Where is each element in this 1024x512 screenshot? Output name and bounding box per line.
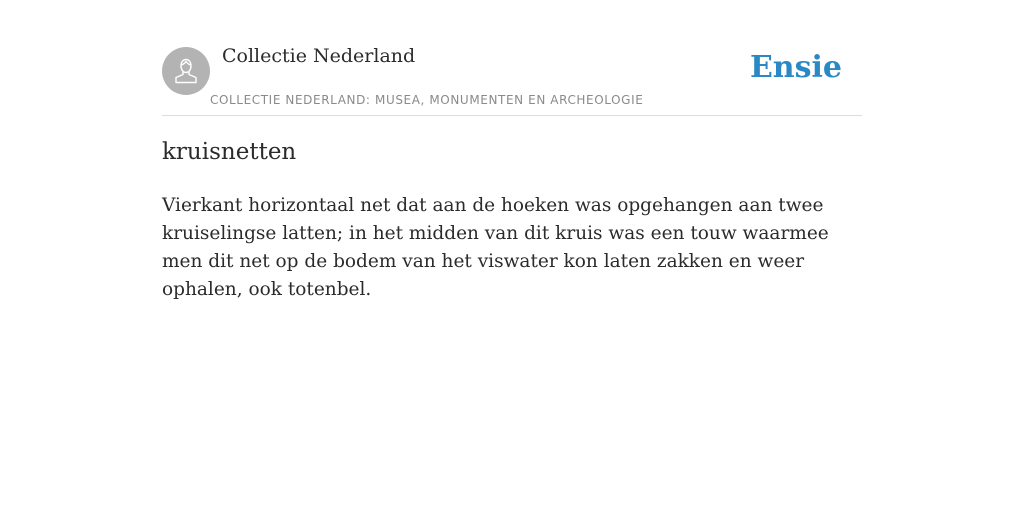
entry-term: kruisnetten — [162, 139, 297, 165]
entry-header — [162, 0, 862, 116]
collection-link[interactable]: COLLECTIE NEDERLAND: MUSEA, MONUMENTEN EN ARCHEOLOGIE — [210, 93, 644, 107]
avatar[interactable] — [162, 47, 210, 95]
user-icon — [171, 56, 201, 86]
author-link[interactable]: Collectie Nederland — [222, 45, 416, 67]
brand-logo[interactable]: Ensie — [749, 50, 842, 85]
entry-definition: Vierkant horizontaal net dat aan de hoeken was opgehangen aan twee kruiselingse latten; in het midden van dit kruis was een touw waarmee men dit net op de bodem van het viswater kon laten zakken en weer ophalen, ook totenbel. — [162, 195, 829, 300]
page-content — [162, 0, 862, 300]
